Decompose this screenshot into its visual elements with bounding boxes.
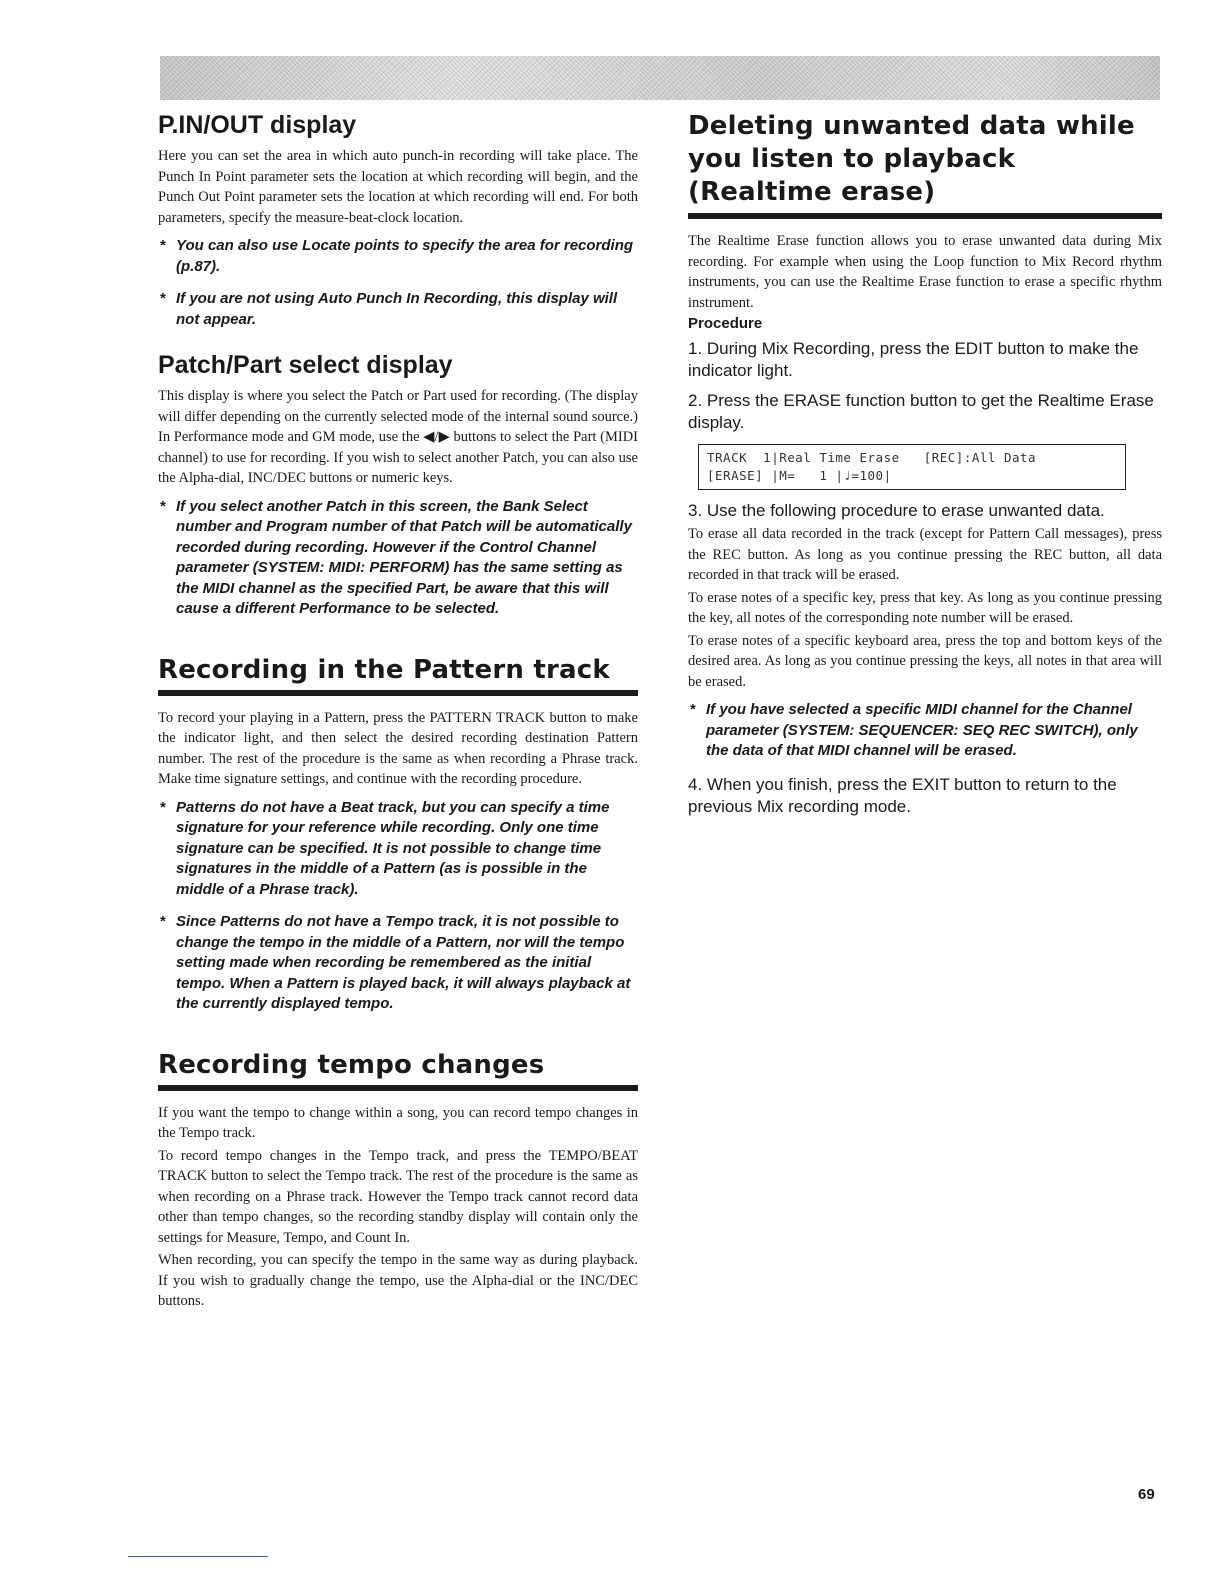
pattern-title: Recording in the Pattern track	[158, 654, 638, 696]
step3-para-2: To erase notes of a specific key, press that key. As long as you continue pressing the key, all notes of the corresponding note number will be erased.	[688, 589, 1162, 626]
erase-section	[688, 110, 1162, 818]
pinout-section	[158, 110, 638, 330]
patch-note: * If you select another Patch in this screen, the Bank Select number and Program number of that Patch will be automatically recorded during recording. However if the Control Channel parameter (SYSTEM: MIDI: PERFORM) has the same setting as the MIDI channel as the specified Part, be aware that this will cause a different Performance to be selected.	[158, 497, 638, 620]
step3-para-1: To erase all data recorded in the track (except for Pattern Call messages), press the REC button. As long as you continue pressing the REC button, all data recorded in that track will be erased.	[688, 526, 1162, 583]
lcd-display	[698, 444, 1126, 490]
erase-note: * If you have selected a specific MIDI channel for the Channel parameter (SYSTEM: SEQUENCER: SEQ REC SWITCH), only the data of that MIDI channel will be erased.	[688, 700, 1162, 762]
right-column	[688, 110, 1162, 826]
pattern-note-2: * Since Patterns do not have a Tempo track, it is not possible to change the tempo in the middle of a Pattern, nor will the tempo setting made when recording be remembered as the initial tempo. When a Pattern is played back, it will always playback at the currently displayed tempo.	[158, 912, 638, 1015]
lcd-line-2: [ERASE] |M= 1 |♩=100|	[707, 468, 892, 483]
procedure-label: Procedure	[688, 315, 763, 332]
step-4: 4. When you finish, press the EXIT button to return to the previous Mix recording mode.	[688, 774, 1117, 816]
pattern-body: To record your playing in a Pattern, press the PATTERN TRACK button to make the indicator light, and then select the desired recording destination Pattern number. The rest of the procedure is the same as when recording a Phrase track. Make time signature settings, and continue with the recording procedure.	[158, 709, 638, 787]
erase-body: The Realtime Erase function allows you to erase unwanted data during Mix recording. For example when using the Loop function to Mix Record rhythm instruments, you can use the Realtime Erase function to erase a specific rhythm instrument.	[688, 233, 1162, 311]
pinout-title: P.IN/OUT display	[158, 111, 357, 139]
erase-title: Deleting unwanted data while you listen to playback (Realtime erase)	[688, 110, 1162, 219]
step-2: 2. Press the ERASE function button to get the Realtime Erase display.	[688, 391, 1154, 432]
tempo-para-3: When recording, you can specify the tempo in the same way as during playback. If you wish to gradually change the tempo, use the Alpha-dial or the INC/DEC buttons.	[158, 1252, 638, 1309]
patch-title: Patch/Part select display	[158, 351, 453, 379]
tempo-title: Recording tempo changes	[158, 1049, 638, 1091]
step-3: 3. Use the following procedure to erase unwanted data.	[688, 501, 1105, 520]
pinout-note-2: * If you are not using Auto Punch In Recording, this display will not appear.	[158, 289, 638, 330]
pinout-note-1: * You can also use Locate points to specify the area for recording (p.87).	[158, 236, 638, 277]
footer-line	[128, 1556, 268, 1557]
header-band	[160, 56, 1160, 100]
step-1: 1. During Mix Recording, press the EDIT button to make the indicator light.	[688, 339, 1139, 380]
tempo-para-2: To record tempo changes in the Tempo track, and press the TEMPO/BEAT TRACK button to select the Tempo track. The rest of the procedure is the same as when recording on a Phrase track. However the Tempo track cannot record data other than tempo changes, so the recording standby display will contain only the settings for Measure, Tempo, and Count In.	[158, 1147, 638, 1246]
left-column	[158, 110, 638, 1320]
patch-section	[158, 350, 638, 620]
lcd-line-1: TRACK 1|Real Time Erase [REC]:All Data	[707, 450, 1037, 465]
pinout-body: Here you can set the area in which auto punch-in recording will take place. The Punch In Point parameter sets the location at which recording will begin, and the Punch Out Point parameter sets the location at which recording will end. For both parameters, specify the measure-beat-clock location.	[158, 148, 638, 226]
pattern-note-1: * Patterns do not have a Beat track, but you can specify a time signature for your reference while recording. Only one time signature can be specified. It is not possible to change time signatures in the middle of a Pattern (as is possible in the middle of a Phrase track).	[158, 798, 638, 901]
tempo-section	[158, 1049, 638, 1312]
step3-para-3: To erase notes of a specific keyboard area, press the top and bottom keys of the desired area. As long as you continue pressing the keys, all notes in that area will be erased.	[688, 632, 1162, 690]
pattern-section	[158, 654, 638, 1015]
patch-body: This display is where you select the Patch or Part used for recording. (The display will differ depending on the currently selected mode of the internal sound source.) In Performance mode and GM mode, use the ◀/▶ buttons to select the Part (MIDI channel) to use for recording. If you wish to select another Patch, you can also use the Alpha-dial, INC/DEC buttons or numeric keys.	[158, 388, 638, 486]
tempo-para-1: If you want the tempo to change within a song, you can record tempo changes in the Tempo track.	[158, 1104, 638, 1141]
page-number: 69	[1138, 1486, 1155, 1503]
